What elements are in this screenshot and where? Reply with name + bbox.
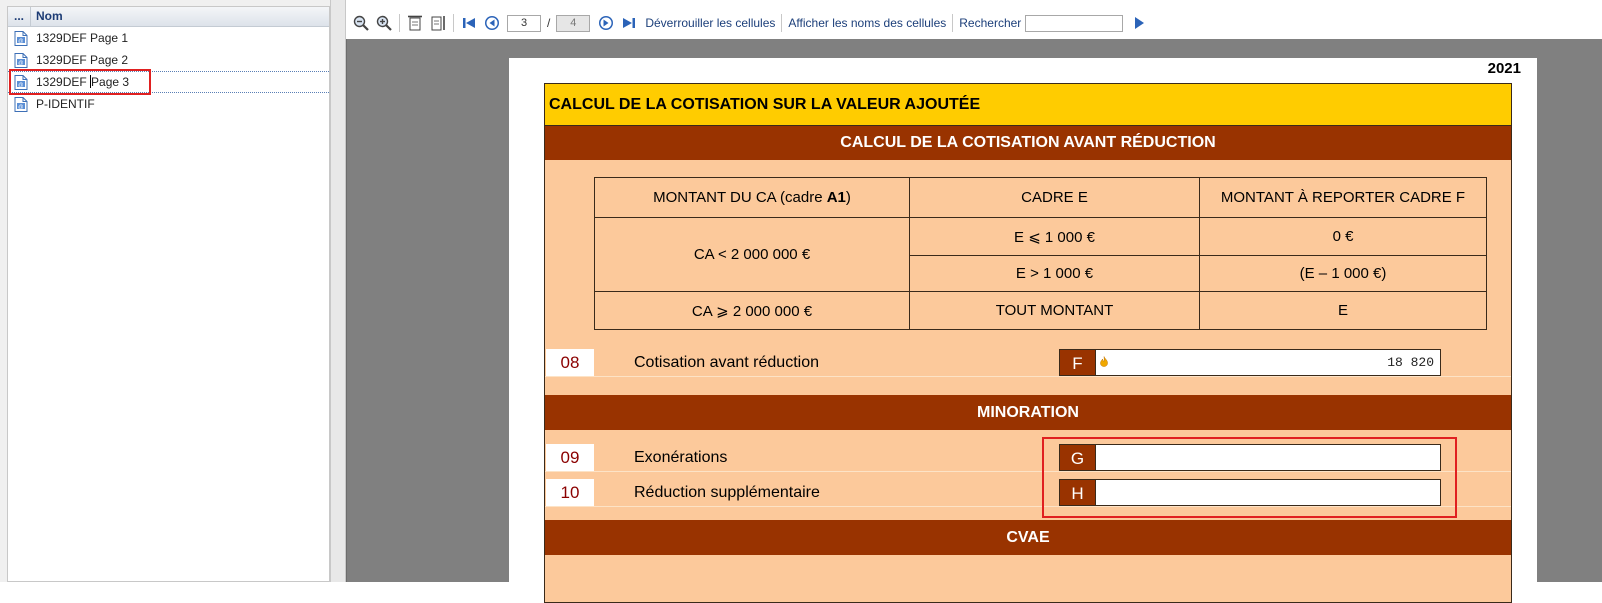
section-title-before-reduction: CALCUL DE LA COTISATION AVANT RÉDUCTION	[545, 126, 1511, 160]
table-header-row	[595, 178, 1487, 218]
rate-table	[594, 177, 1487, 330]
toolbar-separator	[399, 14, 400, 32]
line-number: 09	[546, 444, 594, 471]
form-main-title: CALCUL DE LA COTISATION SUR LA VALEUR AJOUTÉE	[545, 84, 1511, 126]
fit-page-icon[interactable]	[429, 14, 447, 32]
table-row	[595, 218, 1487, 256]
next-page-icon[interactable]	[597, 14, 615, 32]
list-header	[8, 7, 329, 27]
svg-text:@: @	[18, 37, 24, 44]
line-number: 10	[546, 479, 594, 506]
cell-e-all: TOUT MONTANT	[910, 292, 1200, 330]
document-icon	[14, 31, 28, 46]
cell-ca-low: CA < 2 000 000 €	[595, 218, 910, 292]
document-icon	[14, 53, 28, 68]
svg-text:@: @	[18, 59, 24, 66]
list-item-label: 1329DEF Page 1	[36, 31, 129, 45]
highlight-annotation	[1042, 437, 1457, 518]
cell-e-low: E ⩽ 1 000 €	[910, 218, 1200, 256]
list-item-label: 1329DEF Page 2	[36, 53, 129, 67]
toolbar-separator	[453, 14, 454, 32]
line-number: 08	[546, 349, 594, 376]
fit-width-icon[interactable]	[406, 14, 424, 32]
toolbar-separator	[952, 14, 953, 32]
zoom-out-icon[interactable]	[352, 14, 370, 32]
list-item-p-identif[interactable]	[8, 93, 329, 115]
search-go-icon[interactable]	[1130, 14, 1148, 32]
header-report: MONTANT À REPORTER CADRE F	[1200, 178, 1487, 218]
search-label: Rechercher	[959, 16, 1022, 30]
cvae-form	[544, 83, 1512, 603]
header-ca-bold: A1	[826, 189, 846, 206]
panel-splitter[interactable]	[330, 0, 346, 582]
header-ca-prefix: MONTANT DU CA (cadre	[653, 189, 827, 206]
viewer-toolbar	[346, 8, 1602, 38]
column-options-button[interactable]: ...	[8, 7, 31, 26]
flame-icon	[1100, 356, 1108, 367]
line-08-row	[545, 349, 1511, 376]
first-page-icon[interactable]	[460, 14, 478, 32]
search-input[interactable]	[1025, 15, 1123, 32]
line-label: Exonérations	[634, 449, 728, 466]
field-key: F	[1059, 349, 1096, 376]
list-item-page-1[interactable]	[8, 27, 329, 49]
current-page-input[interactable]	[507, 15, 541, 32]
list-item-label: P-IDENTIF	[36, 97, 95, 111]
zoom-in-icon[interactable]	[375, 14, 393, 32]
cell-out-low: 0 €	[1200, 218, 1487, 256]
list-item-label-part: 1329DEF	[36, 75, 91, 89]
page-separator: /	[547, 16, 551, 30]
field-key: G	[1059, 444, 1096, 471]
last-page-icon[interactable]	[620, 14, 638, 32]
form-year: 2021	[1487, 60, 1521, 77]
total-pages-field	[556, 15, 590, 32]
section-title-minoration: MINORATION	[545, 395, 1511, 430]
line-label: Réduction supplémentaire	[634, 484, 820, 501]
unlock-cells-button[interactable]: Déverrouiller les cellules	[645, 16, 776, 30]
cell-out-all: E	[1200, 292, 1487, 330]
table-row	[595, 292, 1487, 330]
cell-ca-high: CA ⩾ 2 000 000 €	[595, 292, 910, 330]
highlight-annotation	[9, 69, 151, 95]
document-icon	[14, 97, 28, 112]
svg-text:@: @	[18, 81, 24, 88]
field-key: H	[1059, 479, 1096, 506]
section-title-cvae: CVAE	[545, 520, 1511, 555]
header-ca-suffix: )	[845, 189, 851, 206]
column-header-name[interactable]: Nom	[36, 9, 63, 23]
line-label: Cotisation avant réduction	[634, 354, 819, 371]
document-list-panel	[0, 0, 330, 582]
header-ca	[595, 178, 910, 218]
row-divider	[545, 376, 1511, 377]
cell-e-high: E > 1 000 €	[910, 256, 1200, 292]
cell-out-high: (E – 1 000 €)	[1200, 256, 1487, 292]
header-cadre-e: CADRE E	[910, 178, 1200, 218]
svg-text:@: @	[18, 103, 24, 110]
list-item-page-2[interactable]	[8, 49, 329, 71]
previous-page-icon[interactable]	[483, 14, 501, 32]
cotisation-field[interactable]	[1095, 349, 1441, 376]
toolbar-separator	[781, 14, 782, 32]
field-value: 18 820	[1387, 355, 1434, 370]
list-item-label-part: Page 3	[91, 75, 130, 89]
show-cell-names-button[interactable]: Afficher les noms des cellules	[788, 16, 947, 30]
